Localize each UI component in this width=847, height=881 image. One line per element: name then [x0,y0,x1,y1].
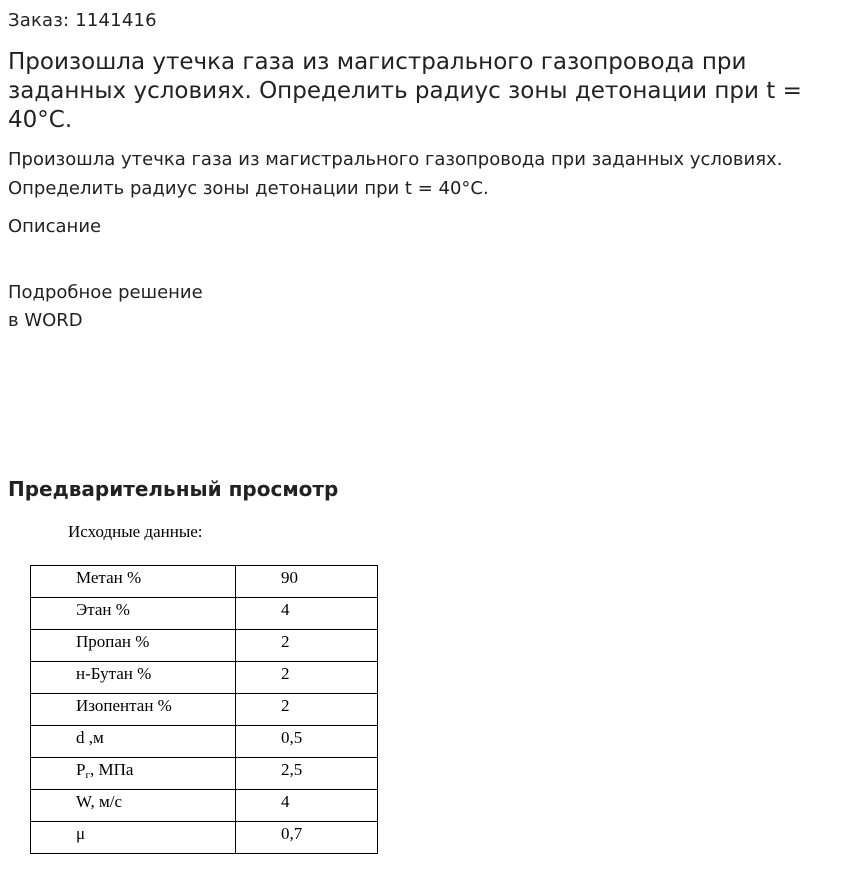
parameters-table [30,565,378,854]
table-row [31,694,378,726]
param-value: 0,7 [281,824,303,843]
table-row [31,662,378,694]
description-heading: Описание [8,216,102,237]
param-name-rest: , МПа [89,760,134,779]
param-name: Метан % [76,568,142,587]
param-name-subscript: г [85,769,90,781]
solution-line-1: Подробное решение [8,282,203,303]
param-name: н-Бутан % [76,664,152,683]
param-name: d ,м [76,728,104,747]
param-name-main: Р [76,760,86,779]
table-row [31,758,378,790]
order-number: Заказ: 1141416 [8,10,157,31]
description-text: Произошла утечка газа из магистрального газопровода при заданных условиях. Определить радиус зоны детонации при t = 40°С. [8,149,783,199]
solution-line-2: в WORD [8,310,83,331]
param-name: μ [76,824,86,843]
table-row [31,726,378,758]
param-value: 90 [281,568,298,587]
table-row [31,790,378,822]
param-value: 2 [281,696,290,715]
preview-document [0,510,847,881]
param-value: 2,5 [281,760,303,779]
solution-info [8,279,203,335]
param-name: Этан % [76,600,130,619]
param-value: 0,5 [281,728,303,747]
param-value: 2 [281,664,290,683]
param-value: 4 [281,600,290,619]
param-name [76,758,235,781]
page-title: Произошла утечка газа из магистрального газопровода при заданных условиях. Определить радиус зоны детонации при t = 40°С. [8,49,802,133]
preview-heading: Исходные данные: [68,522,203,541]
table-row [31,822,378,854]
param-name: Изопентан % [76,696,172,715]
param-value: 4 [281,792,290,811]
param-value: 2 [281,632,290,651]
param-name: Пропан % [76,632,150,651]
table-row [31,630,378,662]
param-name: W, м/с [76,792,123,811]
table-row [31,598,378,630]
table-row [31,566,378,598]
preview-title: Предварительный просмотр [8,477,339,501]
